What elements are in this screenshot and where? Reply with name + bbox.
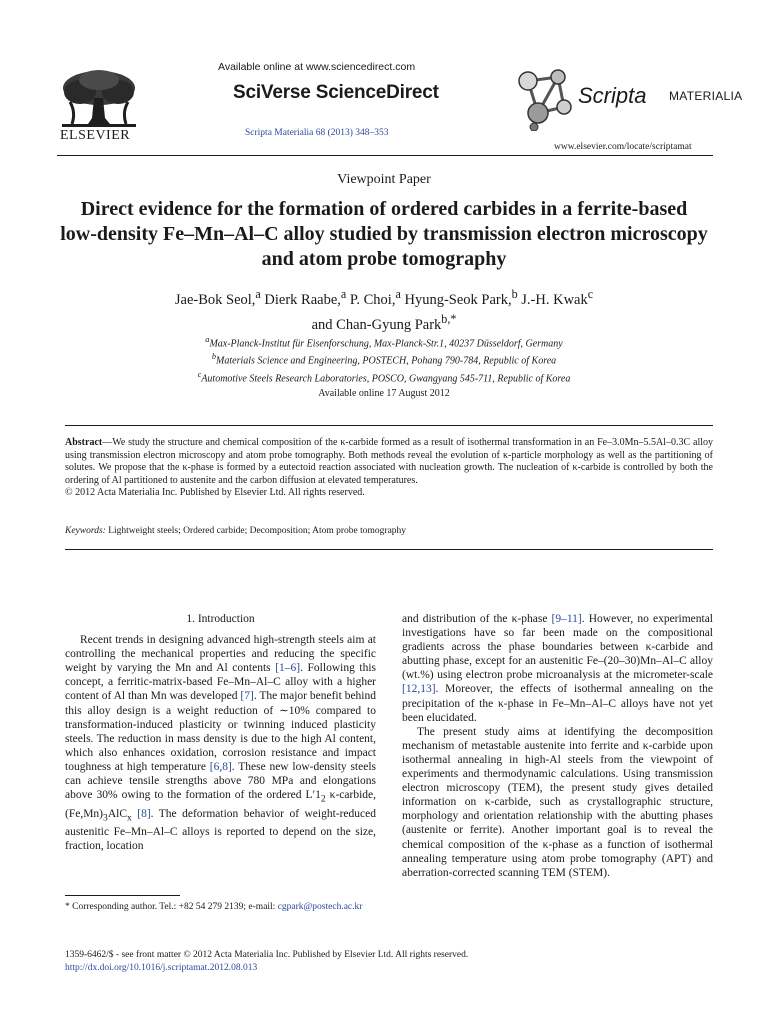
affil-text: Materials Science and Engineering, POSTECH, Pohang 790-784, Republic of Korea [216, 355, 557, 367]
affiliation-item [60, 333, 708, 350]
citation-link[interactable]: [7] [240, 690, 254, 703]
author-affil-mark: c [587, 287, 594, 301]
paper-title: Direct evidence for the formation of ordered carbides in a ferrite-based low-density Fe–Mn–Al–C alloy studied by transmission electron microscopy and atom probe tomography [60, 198, 708, 270]
affil-mark: b [211, 352, 217, 362]
citation-link[interactable]: [9–11] [551, 613, 582, 625]
doi-link[interactable]: http://dx.doi.org/10.1016/j.scriptamat.2012.08.013 [65, 963, 258, 973]
author-name: Hyung-Seok Park, [404, 291, 512, 308]
abstract-top-divider [65, 425, 713, 426]
author-affil-mark: b,* [441, 311, 457, 326]
author-name: Jae-Bok Seol, [174, 291, 256, 308]
elsevier-tree-logo [58, 68, 140, 130]
journal-reference-link[interactable]: Scripta Materialia 68 (2013) 348–353 [245, 128, 389, 138]
keywords-text: Lightweight steels; Ordered carbide; Decomposition; Atom probe tomography [108, 526, 407, 536]
abstract-text: —We study the structure and chemical composition of the κ-carbide formed as a result of isothermal transformation in an Fe–3.0Mn–5.5Al–0.3C alloy using transmission electron microscopy and atom probe tomography. Both methods reveal the evolution of κ-particle morphology as well as the partitioning of solutes. We propose that the κ-phase is formed by a eutectoid reaction associated with nucleation growth. The nucleation of κ-carbide is controlled by both the ordering of Al partitioned to austenite and the carbon diffusion at elevated temperatures. [65, 437, 713, 486]
author-name: P. Choi, [349, 291, 396, 308]
affiliation-list [60, 333, 708, 385]
abstract-label: Abstract [65, 437, 103, 448]
scripta-molecule-logo [514, 67, 576, 131]
section-heading: 1. Introduction [186, 613, 255, 625]
citation-link[interactable]: [8] [137, 807, 151, 820]
copyright-text: © 2012 Acta Materialia Inc. Published by Elsevier Ltd. All rights reserved. [65, 487, 365, 499]
paragraph: The present study aims at identifying the decomposition mechanism of metastable austenite into ferrite and κ-carbide upon isothermal annealing in high-Al steels from the viewpoint of experiments and thermodynamic calculations. Using transmission electron microscopy (TEM), the present study gives detailed information on κ-carbide, such as crystallographic structure, morphology and orientation relationship with the abutting phases (austenite or ferrite). Another important goal is to reveal the chemical composition of the κ-phase as a function of isothermal annealing temperature using atom probe tomography (APT) and aberration-corrected scanning TEM (STEM). [402, 725, 713, 879]
available-date: Available online 17 August 2012 [318, 388, 450, 399]
keywords-label: Keywords: [65, 526, 106, 536]
journal-url-link[interactable]: www.elsevier.com/locate/scriptamat [554, 142, 692, 152]
corresponding-author-footnote [65, 901, 376, 914]
footnote-divider [65, 895, 180, 896]
body-left-column [65, 612, 376, 853]
affil-mark: c [197, 369, 202, 379]
author-affil-mark: a [255, 287, 261, 301]
citation-link[interactable]: [12,13] [402, 683, 436, 696]
abstract [65, 437, 713, 500]
abstract-bottom-divider [65, 549, 713, 550]
email-link[interactable]: cgpark@postech.ac.kr [277, 902, 363, 912]
header-divider [57, 155, 713, 156]
available-online-text: Available online at www.sciencedirect.com [218, 61, 416, 73]
citation-link[interactable]: [6,8] [209, 760, 232, 773]
paper-type: Viewpoint Paper [337, 172, 431, 187]
affiliation-item [60, 350, 708, 367]
footnote-text: Corresponding author. Tel.: +82 54 279 2139; e-mail: [72, 902, 278, 912]
author-name: J.-H. Kwak [521, 291, 588, 308]
publisher-name: ELSEVIER [60, 128, 131, 143]
journal-logo-subtext: MATERIALIA [669, 89, 743, 103]
body-right-column [402, 612, 713, 880]
paragraph: and distribution of the κ-phase [9–11]. However, no experimental investigations have so far been made on the compositional gradients across the phase boundaries between κ-carbide and abutting phase, except for an austenitic Fe–(20–30)Mn–Al–C alloy (wt.%) using electron probe microanalysis at the micrometer-scale [12,13]. Moreover, the effects of isothermal annealing on the precipitation of the κ-phase in Fe–Mn–Al–C alloys have not yet been elucidated. [402, 613, 713, 724]
issn-line: 1359-6462/$ - see front matter © 2012 Acta Materialia Inc. Published by Elsevier Ltd. All rights reserved. [65, 950, 469, 960]
author-list [60, 285, 708, 335]
footnote-mark: * [65, 902, 70, 912]
author-affil-mark: a [340, 287, 347, 301]
author-affil-mark: b [511, 287, 518, 301]
author-affil-mark: a [395, 287, 401, 301]
platform-name: SciVerse ScienceDirect [233, 82, 439, 103]
citation-link[interactable]: [1–6] [275, 662, 301, 675]
author-name: Dierk Raabe, [264, 291, 341, 308]
paragraph: Recent trends in designing advanced high-strength steels aim at controlling the mechanical properties and reducing the specific weight by varying the Mn and Al contents [1–6]. Following this concept, a ferritic-matrix-based Fe–Mn–Al–C alloy with a higher content of Al than Mn was developed [7]. The major benefit behind this alloy design is a weight reduction of ∼10% compared to transformation-induced plasticity or twinning induced plasticity steels. The reduction in mass density is due to the high Al content, which also enhances oxidation, corrosion resistance and impact toughness at high temperature [6,8]. These new low-density steels can achieve tensile strengths above 780 MPa and elongations above 30% owing to the formation of the ordered $L'1_2$ κ-carbide, $(Fe,Mn)_3AlC_x$ [8]. The deformation behavior of weight-reduced austenitic Fe–Mn–Al–C alloys is reported to depend on the size, fraction, location [65, 634, 376, 852]
journal-logo-text: Scripta [578, 83, 647, 108]
affil-mark: a [205, 335, 210, 344]
keywords [65, 526, 713, 536]
affiliation-item [60, 368, 708, 385]
affil-text: Automotive Steels Research Laboratories, POSCO, Gwangyang 545-711, Republic of Korea [201, 372, 571, 384]
affil-text: Max-Planck-Institut für Eisenforschung, Max-Planck-Str.1, 40237 Düsseldorf, Germany [209, 338, 563, 350]
author-name: and Chan-Gyung Park [311, 316, 442, 333]
